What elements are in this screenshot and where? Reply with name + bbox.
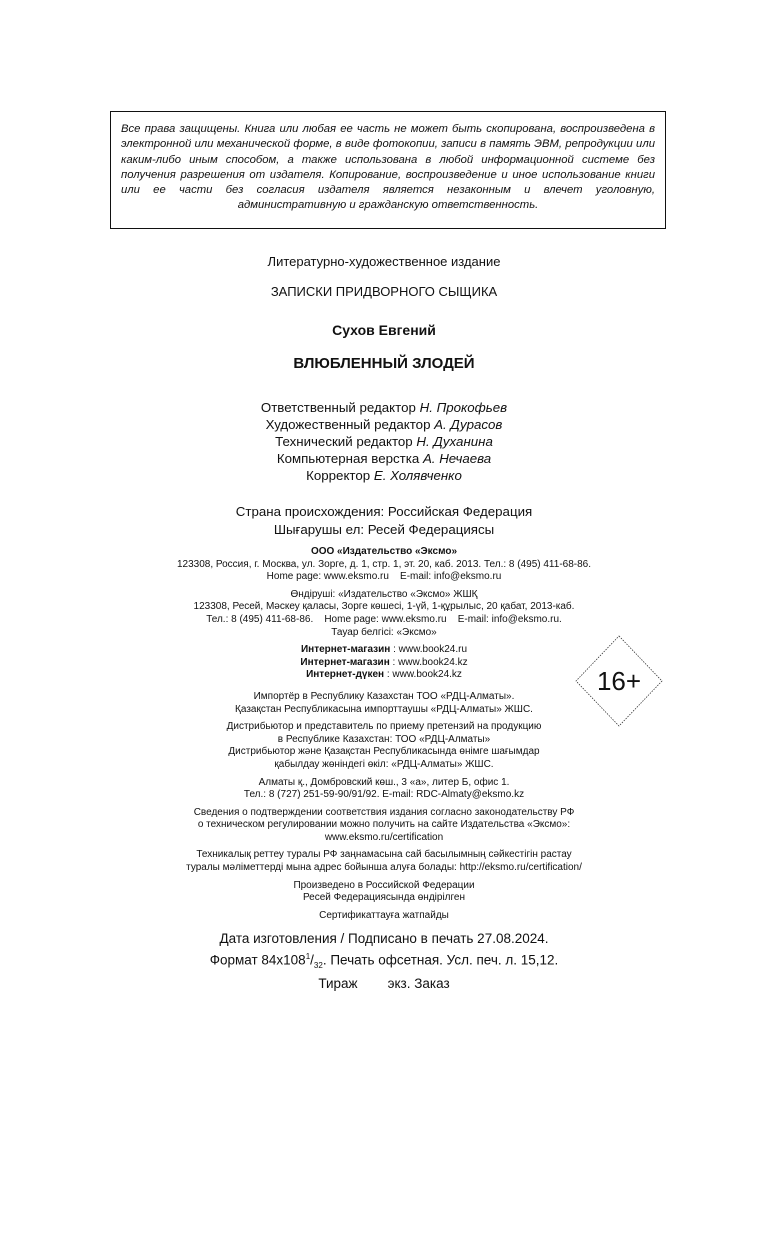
- distributor-contacts: Тел.: 8 (727) 251-59-90/91/92. E-mail: RDC-Almaty@eksmo.kz: [243, 789, 525, 801]
- publisher-address: 123308, Россия, г. Москва, ул. Зорге, д. 1, стр. 1, эт. 20, каб. 2013. Тел.: 8 (495) 411-68-86.: [176, 558, 592, 570]
- publisher-kz-maker: Өндіруші: «Издательство «Эксмо» ЖШҚ: [290, 588, 478, 600]
- shop-line: Интернет-магазин : www.book24.ru: [300, 644, 468, 656]
- publisher-name: ООО «Издательство «Эксмо»: [310, 546, 458, 557]
- age-rating-text: 16+: [596, 666, 642, 696]
- credit-line: Компьютерная верстка А. Нечаева: [276, 451, 492, 466]
- book-title: ВЛЮБЛЕННЫЙ ЗЛОДЕЙ: [293, 355, 475, 372]
- origin-block: [0, 503, 768, 539]
- publisher-kz-address: 123308, Ресей, Мәскеу қаласы, Зорге көшесі, 1-үй, 1-құрылыс, 20 қабат, 2013-каб.: [193, 601, 575, 613]
- copyright-notice-box: [110, 111, 666, 229]
- edition-type: Литературно-художественное издание: [267, 254, 501, 269]
- cert-kz-note: Сертификаттауға жатпайды: [319, 909, 449, 921]
- print-info: [0, 930, 768, 993]
- produced-kz: Ресей Федерациясында өндірілген: [302, 892, 466, 904]
- print-format: Формат $84x108^1/_{32}$. Печать офсетная. Усл. печ. л. 15,12.: [209, 952, 559, 971]
- publisher-info: [0, 546, 768, 922]
- print-circulation: Тираж экз. Заказ: [318, 976, 450, 992]
- distributor-line: в Республике Казахстан: ТОО «РДЦ-Алматы»: [277, 733, 491, 745]
- certification-kz-line: туралы мәліметтерді мына адрес бойынша алуға болады: http://eksmo.ru/certification/: [186, 862, 582, 874]
- series-name: ЗАПИСКИ ПРИДВОРНОГО СЫЩИКА: [270, 284, 498, 299]
- distributor-line: Дистрибьютор және Қазақстан Республикасында өнімге шағымдар: [228, 746, 540, 758]
- author-name: Сухов Евгений: [332, 322, 436, 338]
- certification-kz-line: Техникалық реттеу туралы РФ заңнамасына сай басылымның сәйкестігін растау: [196, 849, 572, 861]
- importer-ru: Импортёр в Республику Казахстан ТОО «РДЦ-Алматы».: [253, 690, 515, 702]
- origin-ru: Страна происхождения: Российская Федерация: [235, 504, 533, 519]
- certification-line: о техническом регулировании можно получить на сайте Издательства «Эксмо»:: [197, 819, 571, 831]
- age-rating-badge: [574, 634, 664, 728]
- credit-line: Корректор Е. Холявченко: [306, 468, 462, 483]
- shop-line: Интернет-магазин : www.book24.kz: [300, 656, 468, 668]
- importer-kz: Қазақстан Республикасына импорттаушы «РДЦ-Алматы» ЖШС.: [235, 703, 533, 715]
- credit-line: Технический редактор Н. Духанина: [275, 434, 493, 449]
- print-date: Дата изготовления / Подписано в печать 27.08.2024.: [219, 931, 549, 946]
- credits-block: [0, 399, 768, 484]
- copyright-notice-text: Все права защищены. Книга или любая ее часть не может быть скопирована, воспроизведена в электронной или механической форме, в виде фотокопии, записи в память ЭВМ, репродукции или каким-либо иным способом, а также использована в любой информационной системе без получения разрешения от издателя. Копирование, воспроизведение и иное использование книги или ее части без согласия издателя является незаконным и влечет уголовную, административную и гражданскую ответственность.: [121, 123, 655, 212]
- distributor-line: Дистрибьютор и представитель по приему претензий на продукцию: [226, 721, 542, 733]
- publisher-kz-contacts: Тел.: 8 (495) 411-68-86. Home page: www.eksmo.ru E-mail: info@eksmo.ru.: [206, 613, 562, 625]
- distributor-line: қабылдау жөніндегі өкіл: «РДЦ-Алматы» ЖШС.: [274, 758, 494, 770]
- credit-line: Ответственный редактор Н. Прокофьев: [260, 400, 508, 415]
- publisher-web: Home page: www.eksmo.ru E-mail: info@eksmo.ru: [266, 571, 502, 583]
- trademark: Тауар белгісі: «Эксмо»: [331, 626, 437, 638]
- certification-line: Сведения о подтверждении соответствия издания согласно законодательству РФ: [193, 806, 575, 818]
- certification-line: www.eksmo.ru/certification: [324, 831, 444, 843]
- shop-line: Интернет-дүкен : www.book24.kz: [306, 669, 462, 681]
- produced-ru: Произведено в Российской Федерации: [293, 879, 475, 891]
- distributor-address: Алматы қ., Домбровский көш., 3 «а», литер Б, офис 1.: [258, 776, 510, 788]
- origin-kz: Шығарушы ел: Ресей Федерациясы: [273, 522, 495, 537]
- credit-line: Художественный редактор А. Дурасов: [265, 417, 503, 432]
